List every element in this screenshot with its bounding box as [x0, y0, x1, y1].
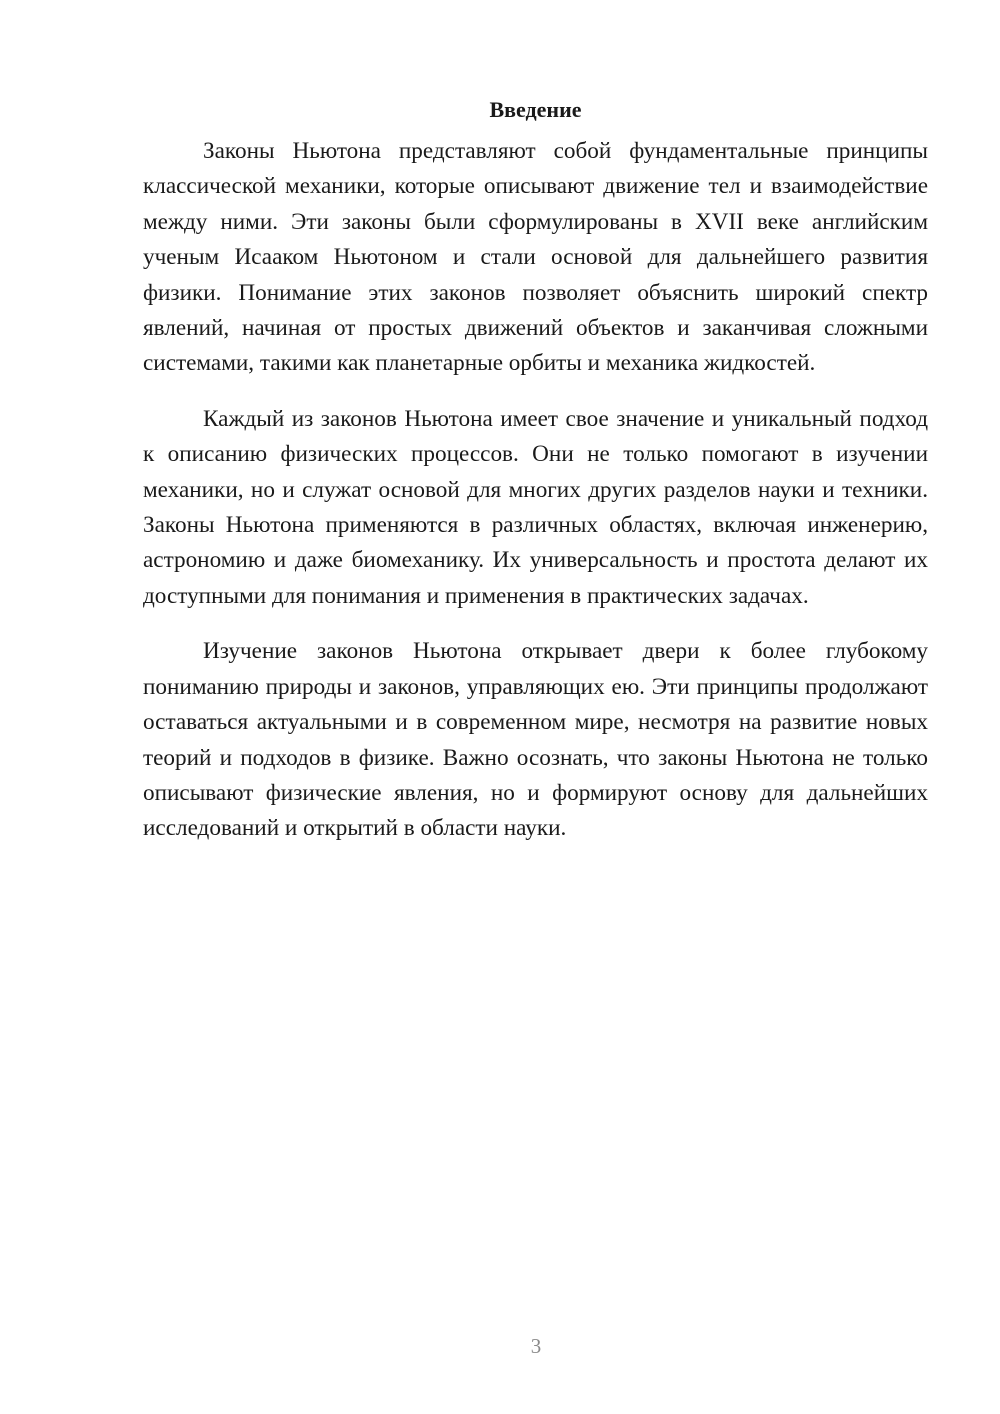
paragraph-3: Изучение законов Ньютона открывает двери к более глубокому пониманию природы и законов, управляющих ею. Эти принципы продолжают оставаться актуальными и в современном мире, несмотря на развитие новых теорий и подходов в физике. Важно осознать, что законы Ньютона не только описывают физические явления, но и формируют основу для дальнейших исследований и открытий в области науки.: [143, 638, 928, 842]
paragraph-1: Законы Ньютона представляют собой фундаментальные принципы классической механики, которые описывают движение тел и взаимодействие между ними. Эти законы были сформулированы в XVII веке английским ученым Исааком Ньютоном и стали основой для дальнейшего развития физики. Понимание этих законов позволяет объяснить широкий спектр явлений, начиная от простых движений объектов и заканчивая сложными системами, такими как планетарные орбиты и механика жидкостей.: [143, 138, 928, 377]
page-content: [143, 92, 928, 867]
page-number: 3: [530, 1334, 542, 1358]
section-heading: Введение: [489, 97, 582, 122]
paragraph-2: Каждый из законов Ньютона имеет свое значение и уникальный подход к описанию физических процессов. Они не только помогают в изучении механики, но и служат основой для многих других разделов науки и техники. Законы Ньютона применяются в различных областях, включая инженерию, астрономию и даже биомеханику. Их универсальность и простота делают их доступными для понимания и применения в практических задачах.: [143, 405, 928, 609]
